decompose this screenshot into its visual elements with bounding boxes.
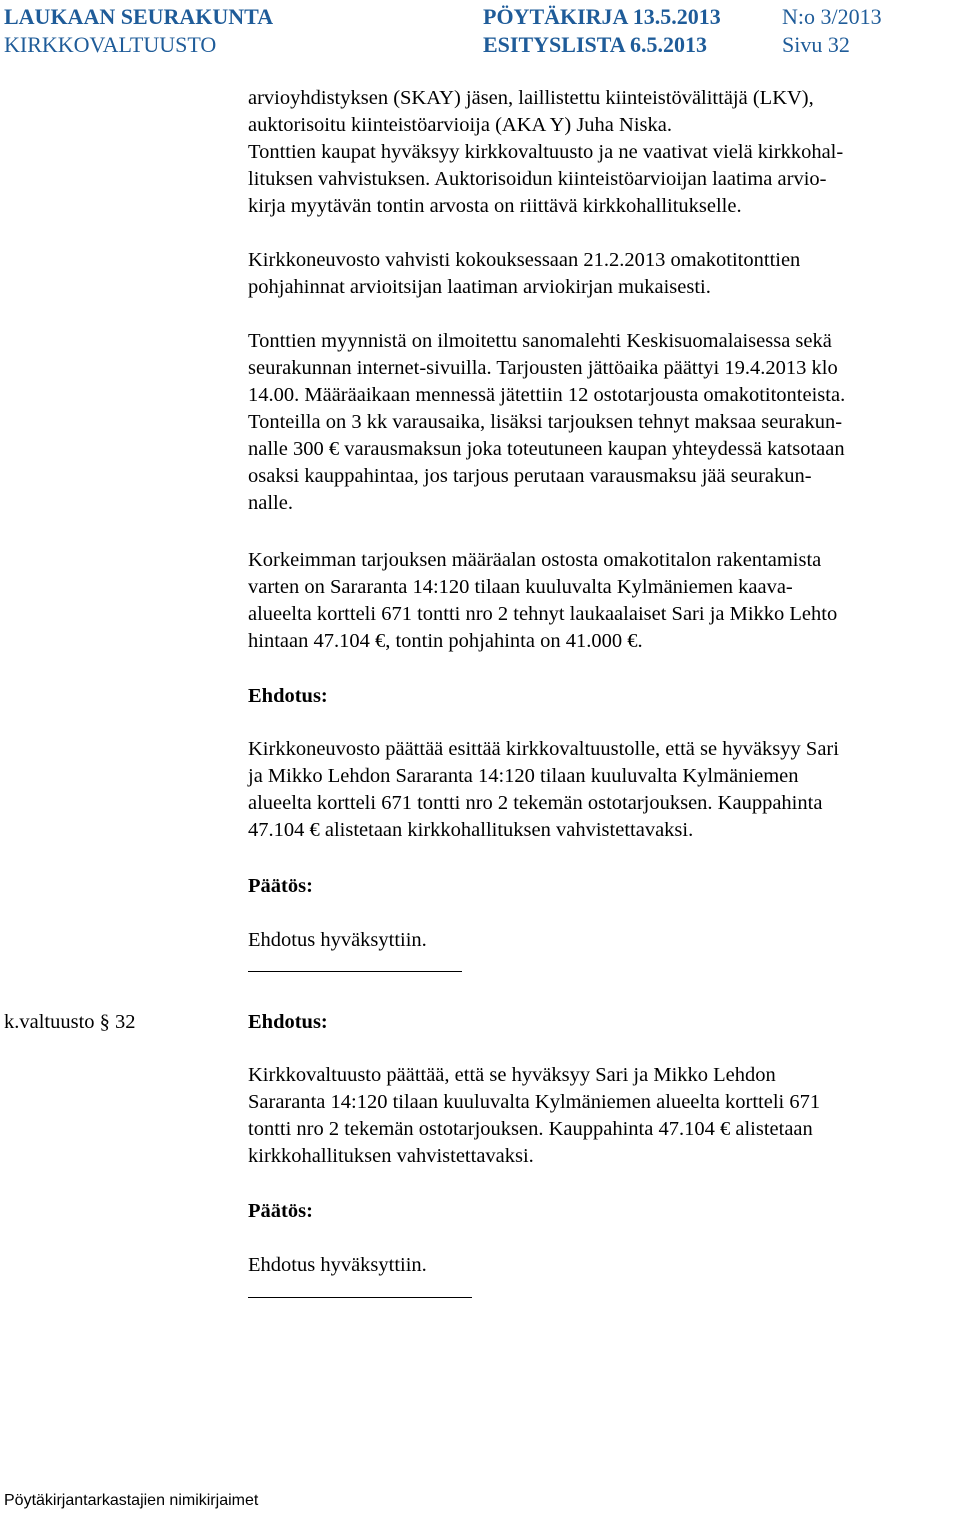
text-line: kirkkohallituksen vahvistettavaksi. <box>248 1145 534 1167</box>
text-line: kirja myytävän tontin arvosta on riittävä kirkkohallitukselle. <box>248 195 742 217</box>
council-decision-text: Ehdotus hyväksyttiin. <box>248 1254 427 1276</box>
organization-name: LAUKAAN SEURAKUNTA <box>4 4 274 29</box>
text-line: alueelta kortteli 671 tontti nro 2 tehnyt laukaalaiset Sari ja Mikko Lehto <box>248 603 838 625</box>
text-line: Sararanta 14:120 tilaan kuuluvalta Kylmäniemen alueelta kortteli 671 <box>248 1091 821 1113</box>
page-number: Sivu 32 <box>782 32 850 57</box>
text-line: auktorisoitu kiinteistöarvioija (AKA Y) Juha Niska. <box>248 114 672 136</box>
text-line: Tonttien myynnistä on ilmoitettu sanomalehti Keskisuomalaisessa sekä <box>248 330 832 352</box>
council-section-ref: k.valtuusto § 32 <box>4 1011 136 1033</box>
text-line: alueelta kortteli 671 tontti nro 2 tekemän ostotarjouksen. Kauppahinta <box>248 792 823 814</box>
paragraph-highest-bid <box>248 547 837 655</box>
text-line: ja Mikko Lehdon Sararanta 14:120 tilaan kuuluvalta Kylmäniemen <box>248 765 799 787</box>
agenda-date: ESITYSLISTA 6.5.2013 <box>483 32 707 57</box>
separator-line <box>248 1297 472 1298</box>
text-line: nalle. <box>248 492 293 514</box>
paragraph-base-prices <box>248 247 800 301</box>
paragraph-appraisal <box>248 85 843 220</box>
text-line: 47.104 € alistetaan kirkkohallituksen vahvistettavaksi. <box>248 819 694 841</box>
council-proposal-text <box>248 1062 820 1170</box>
footer-initials-label: Pöytäkirjantarkastajien nimikirjaimet <box>4 1492 259 1509</box>
text-line: nalle 300 € varausmaksun joka toteutuneen kaupan yhteydessä katsotaan <box>248 438 845 460</box>
text-line: tontti nro 2 tekemän ostotarjouksen. Kauppahinta 47.104 € alistetaan <box>248 1118 813 1140</box>
board-decision-heading: Päätös: <box>248 875 313 897</box>
page-header <box>0 0 960 64</box>
text-line: varten on Sararanta 14:120 tilaan kuuluvalta Kylmäniemen kaava- <box>248 576 793 598</box>
text-line: Kirkkoneuvosto vahvisti kokouksessaan 21.2.2013 omakotitonttien <box>248 249 801 271</box>
board-decision-text: Ehdotus hyväksyttiin. <box>248 929 427 951</box>
separator-line <box>248 971 462 972</box>
text-line: Korkeimman tarjouksen määräalan ostosta omakotitalon rakentamista <box>248 549 822 571</box>
document-number: N:o 3/2013 <box>782 4 882 29</box>
text-line: Kirkkovaltuusto päättää, että se hyväksyy Sari ja Mikko Lehdon <box>248 1064 776 1086</box>
council-proposal-heading: Ehdotus: <box>248 1011 328 1033</box>
board-proposal-heading: Ehdotus: <box>248 685 328 707</box>
text-line: seurakunnan internet-sivuilla. Tarjousten jättöaika päättyi 19.4.2013 klo <box>248 357 838 379</box>
text-line: hintaan 47.104 €, tontin pohjahinta on 41.000 €. <box>248 630 643 652</box>
text-line: Tonttien kaupat hyväksyy kirkkovaltuusto ja ne vaativat vielä kirkkohal- <box>248 141 844 163</box>
text-line: pohjahinnat arvioitsijan laatiman arviokirjan mukaisesti. <box>248 276 711 298</box>
text-line: 14.00. Määräaikaan mennessä jätettiin 12 ostotarjousta omakotitonteista. <box>248 384 846 406</box>
paragraph-sales-notice <box>248 328 845 517</box>
text-line: osaksi kauppahintaa, jos tarjous perutaan varausmaksu jää seurakun- <box>248 465 812 487</box>
text-line: Tonteilla on 3 kk varausaika, lisäksi tarjouksen tehnyt maksaa seurakun- <box>248 411 843 433</box>
council-decision-heading: Päätös: <box>248 1200 313 1222</box>
board-proposal-text <box>248 736 839 844</box>
text-line: lituksen vahvistuksen. Auktorisoidun kiinteistöarvioijan laatima arvio- <box>248 168 827 190</box>
minutes-date: PÖYTÄKIRJA 13.5.2013 <box>483 4 721 29</box>
text-line: Kirkkoneuvosto päättää esittää kirkkovaltuustolle, että se hyväksyy Sari <box>248 738 839 760</box>
text-line: arvioyhdistyksen (SKAY) jäsen, laillistettu kiinteistövälittäjä (LKV), <box>248 87 814 109</box>
governing-body: KIRKKOVALTUUSTO <box>4 32 217 57</box>
